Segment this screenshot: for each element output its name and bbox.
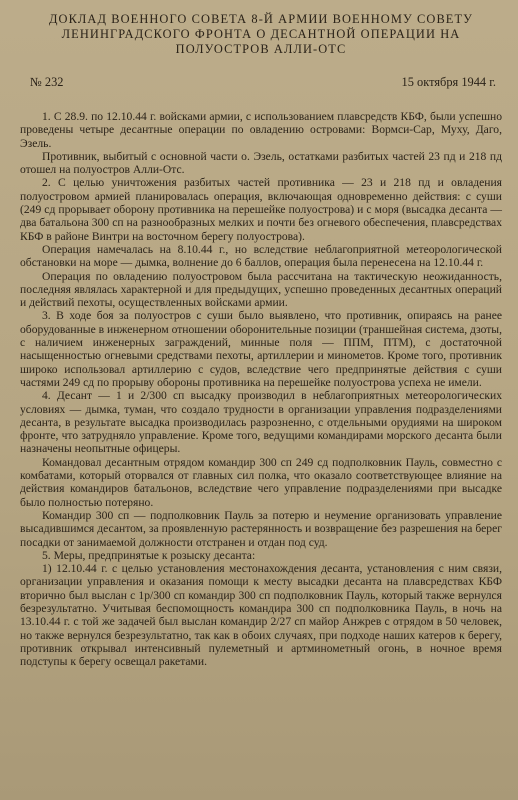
document-title: ДОКЛАД ВОЕННОГО СОВЕТА 8-Й АРМИИ ВОЕННОМУ СОВЕТУ ЛЕНИНГРАДСКОГО ФРОНТА О ДЕСАНТНОЙ ОПЕРАЦИИ НА ПОЛУОСТРОВ АЛЛИ-ОТС: [48, 12, 474, 56]
document-number: № 232: [30, 75, 64, 89]
paragraph: Командовал десантным отрядом командир 300 сп 249 сд подполковник Пауль, совместно с комбатами, который оторвался от главных сил полка, что оказало соответствующее влияние на действия командиров батальонов, вследствие чего управление подразделениями при высадке было полностью потеряно.: [20, 455, 502, 509]
document-date: 15 октября 1944 г.: [401, 75, 496, 89]
document-body: [20, 110, 502, 668]
paragraph: 3. В ходе боя за полуостров с суши было выявлено, что противник, опираясь на ранее оборудованные в инженерном отношении оборонительные позиции (траншейная система, дзоты, с наличием инженерных заграждений, минные поля — ППМ, ПТМ), с достаточной насыщенностью огневыми средствами пехоты, артиллерии и минометов. Кроме того, противник широко использовал артиллерию с судов, вследствие чего предпринятые действия с суши частями 249 сд по прорыву обороны противника на перешейке полуострова успеха не имели.: [20, 309, 502, 389]
document-meta: [30, 75, 496, 90]
paragraph: 1. С 28.9. по 12.10.44 г. войсками армии, с использованием плавсредств КБФ, были успешно проведены четыре десантные операции по овладению островами: Вормси-Сар, Муху, Даго, Эзель.: [20, 110, 502, 150]
paragraph: Командир 300 сп — подполковник Пауль за потерю и неумение организовать управление высадившимся десантом, за проявленную растерянность и возвращение без разрешения на берег посадки от занимаемой должности отстранен и отдан под суд.: [20, 508, 502, 549]
paragraph: 2. С целью уничтожения разбитых частей противника — 23 и 218 пд и овладения полуостровом армией планировалась операция, включающая одновременно действия: с суши (249 сд прорывает оборону противника на перешейке полуострова) и с моря (высадка десанта — два батальона 300 сп на разнообразных мелких и почти без огневого обеспечения, плавсредствах КБФ в районе Винтри на восточном берегу полуострова).: [20, 176, 502, 243]
paragraph: 5. Меры, предпринятые к розыску десанта:: [42, 548, 256, 562]
paragraph: Противник, выбитый с основной части о. Эзель, остатками разбитых частей 23 пд и 218 пд отошел на полуостров Алли-Отс.: [20, 149, 502, 177]
paragraph: 1) 12.10.44 г. с целью установления местонахождения десанта, установления с ним связи, организации управления и оказания помощи к месту высадки десанта на плавсредствах КБФ вторично был выслан с 1р/300 сп командир 300 сп подполковник Пауль, который также вернулся безрезультатно. Учитывая беспомощность командира 300 сп подполковника Пауль, в ночь на 13.10.44 г. с той же задачей был выслан командир 2/27 сп майор Анжрев с отрядом в 50 человек, но также вернулся безрезультатно, так как в обоих случаях, при подходе наших катеров к берегу, противник открывал интенсивный пулеметный и артминометный огонь, в ночное время подступы к берегу освещал ракетами.: [20, 562, 502, 669]
paragraph: Операция по овладению полуостровом была рассчитана на тактическую неожиданность, последняя являлась характерной и для предыдущих, успешно проведенных десантных операций и действий пехоты, осуществленных войсками армии.: [20, 269, 502, 310]
paragraph: 4. Десант — 1 и 2/300 сп высадку производил в неблагоприятных метеорологических условиях — дымка, туман, что создало трудности в организации управления подразделениями десанта, в результате высадка производилась разрозненно, с отдельными орудиями на широком фронте, что затрудняло управление. Кроме того, ведущими командирами морского десанта были назначены неопытные офицеры.: [20, 389, 502, 456]
paragraph: Операция намечалась на 8.10.44 г., но вследствие неблагоприятной метеорологической обстановки на море — дымка, волнение до 6 баллов, операция была перенесена на 12.10.44 г.: [20, 242, 502, 270]
